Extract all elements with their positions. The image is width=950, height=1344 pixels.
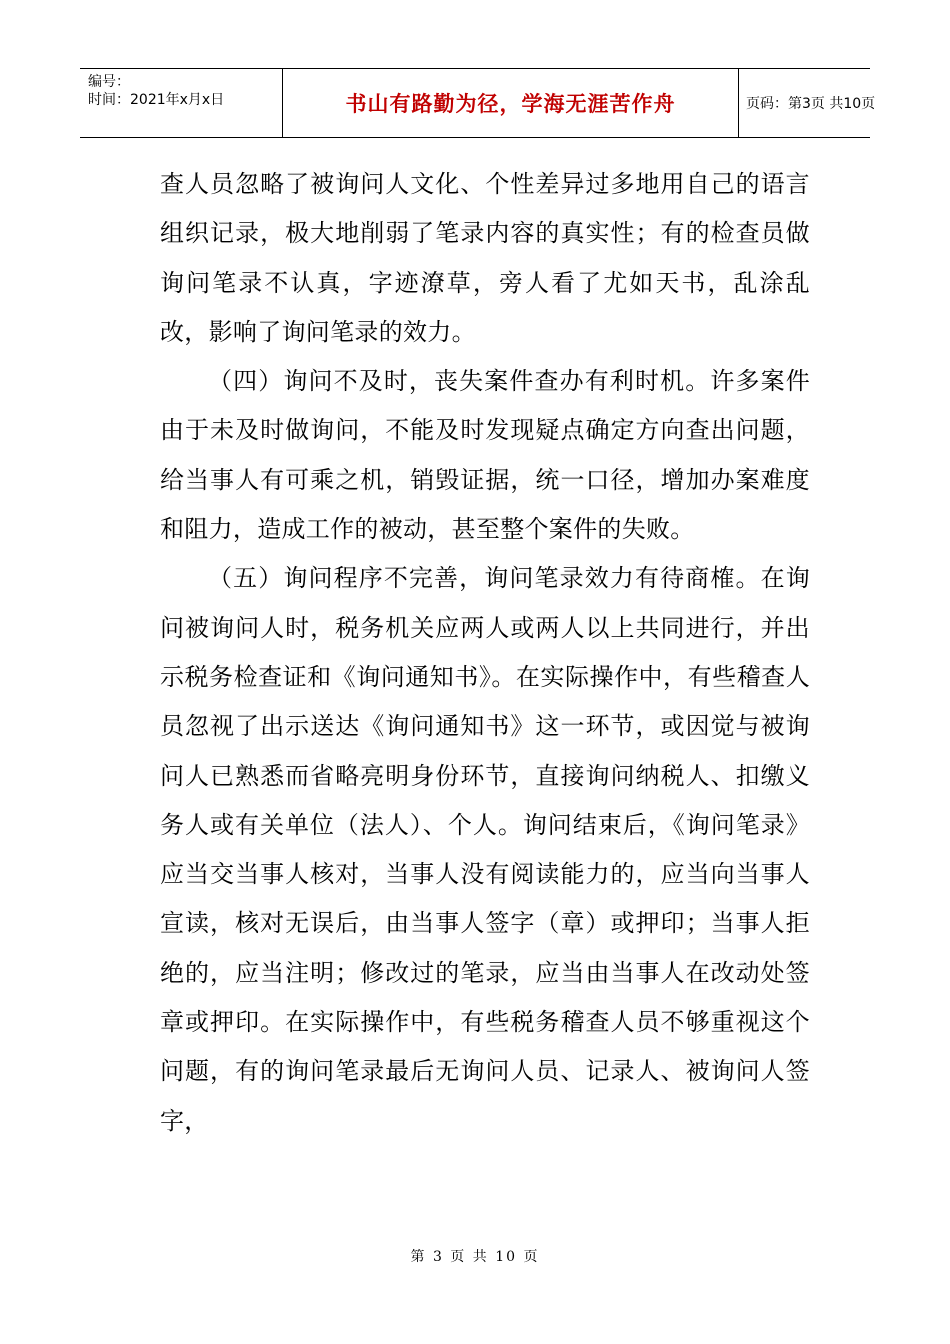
body-paragraph: （五）询问程序不完善，询问笔录效力有待商榷。在询问被询问人时，税务机关应两人或两人以上共同进行，并出示税务检查证和《询问通知书》。在实际操作中，有些稽查人员忽视了出示送达《询问通知书》这一环节，或因觉与被询问人已熟悉而省略亮明身份环节，直接询问纳税人、扣缴义务人或有关单位（法人）、个人。询问结束后，《询问笔录》应当交当事人核对，当事人没有阅读能力的，应当向当事人宣读，核对无误后，由当事人签字（章）或押印；当事人拒绝的，应当注明；修改过的笔录，应当由当事人在改动处签章或押印。在实际操作中，有些税务稽查人员不够重视这个问题，有的询问笔录最后无询问人员、记录人、被询问人签字， bbox=[160, 564, 810, 1135]
document-date-label: 时间：2021年x月x日 bbox=[88, 92, 225, 108]
header-info-cell bbox=[80, 69, 282, 137]
page-header bbox=[80, 68, 876, 138]
body-paragraph: （四）询问不及时，丧失案件查办有利时机。许多案件由于未及时做询问，不能及时发现疑点确定方向查出问题，给当事人有可乘之机，销毁证据，统一口径，增加办案难度和阻力，造成工作的被动，甚至整个案件的失败。 bbox=[160, 367, 810, 544]
header-page-cell bbox=[738, 69, 876, 137]
header-motto-cell bbox=[282, 69, 739, 137]
body-paragraph: 查人员忽略了被询问人文化、个性差异过多地用自己的语言组织记录，极大地削弱了笔录内容的真实性；有的检查员做询问笔录不认真，字迹潦草，旁人看了尤如天书，乱涂乱改，影响了询问笔录的效力。 bbox=[160, 170, 810, 346]
header-page-info: 页码：第3页 共10页 bbox=[746, 96, 876, 112]
document-number-label: 编号： bbox=[88, 74, 130, 90]
document-body bbox=[160, 160, 810, 1146]
header-motto: 书山有路勤为径，学海无涯苦作舟 bbox=[345, 92, 676, 116]
page-footer: 第 3 页 共 10 页 bbox=[410, 1249, 540, 1265]
